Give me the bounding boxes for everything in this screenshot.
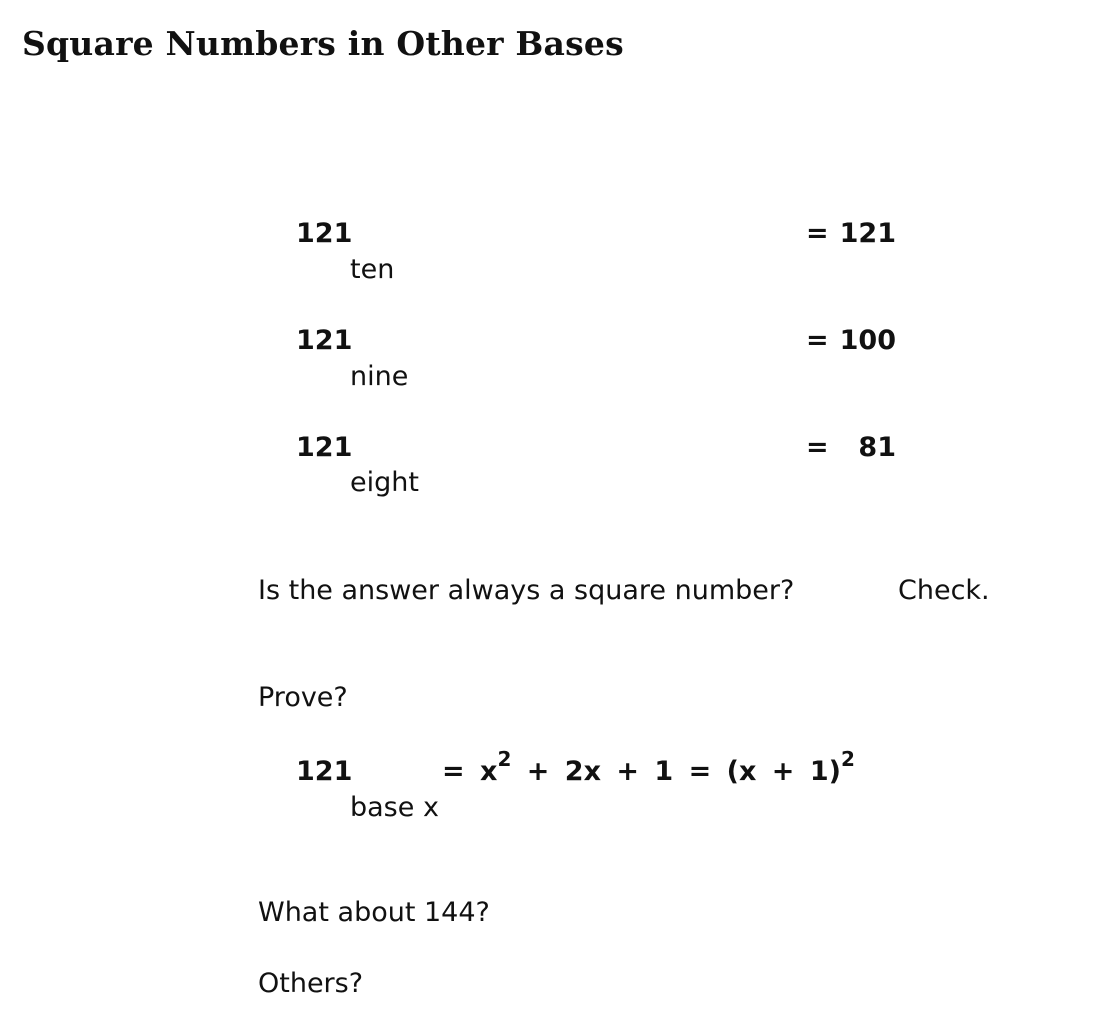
row-3-numeral: 121 <box>296 432 353 463</box>
row-2-equals-sign: = <box>806 325 829 356</box>
row-2-base-subscript: nine <box>350 361 409 392</box>
proof-term-x: x <box>480 756 498 787</box>
what-about-text: What about 144? <box>258 897 490 928</box>
row-3-result: 81 <box>858 432 896 463</box>
others-text: Others? <box>258 968 364 999</box>
question-text: Is the answer always a square number? <box>258 575 795 606</box>
prove-text: Prove? <box>258 682 348 713</box>
proof-numeral: 121 <box>296 756 353 787</box>
page-title: Square Numbers in Other Bases <box>22 24 624 63</box>
proof-term-x-exponent: 2 <box>497 747 512 771</box>
row-2-result: 100 <box>839 325 896 356</box>
row-1-numeral: 121 <box>296 218 353 249</box>
row-2-numeral: 121 <box>296 325 353 356</box>
row-1-base-subscript: ten <box>350 254 395 285</box>
row-3-base-subscript: eight <box>350 467 419 498</box>
row-1-result: 121 <box>839 218 896 249</box>
proof-term-rest-exponent: 2 <box>840 747 855 771</box>
proof-formula <box>442 747 855 788</box>
proof-term-rest: + 2x + 1 = (x + 1) <box>526 756 841 787</box>
row-3-equals-sign: = <box>806 432 829 463</box>
proof-base-subscript: base x <box>350 792 439 823</box>
proof-equals-sign: = <box>442 756 465 787</box>
check-text: Check. <box>898 575 990 606</box>
row-1-equals-sign: = <box>806 218 829 249</box>
